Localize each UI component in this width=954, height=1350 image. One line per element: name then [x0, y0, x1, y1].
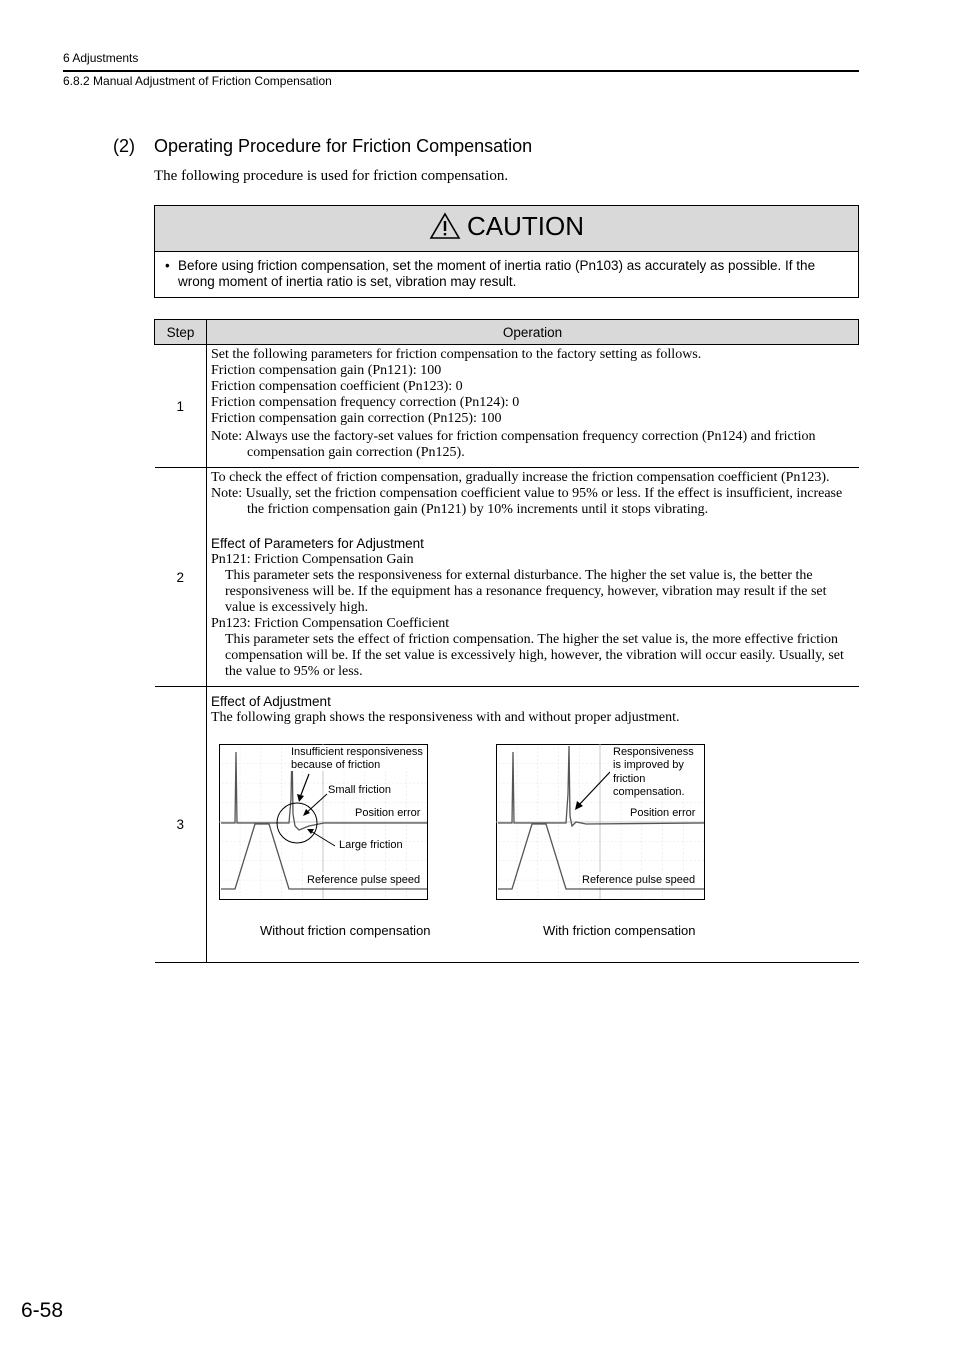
- step1-line: Friction compensation coefficient (Pn123): 0: [211, 379, 463, 394]
- page-number: 6-58: [21, 1299, 64, 1322]
- annotation-position-error: Position error: [355, 807, 421, 819]
- annotation-reference-pulse: Reference pulse speed: [582, 874, 696, 886]
- annotation-compensation: compensation.: [613, 786, 685, 798]
- step1-line: Friction compensation frequency correction (Pn124): 0: [211, 395, 520, 410]
- param-pn121-title: Pn121: Friction Compensation Gain: [211, 552, 414, 567]
- annotation-position-error: Position error: [630, 807, 696, 819]
- annotation-friction: because of friction: [291, 759, 381, 771]
- step2-line: To check the effect of friction compensation, gradually increase the friction compensation coefficient (Pn123).: [211, 470, 830, 485]
- operation-cell: [207, 345, 859, 468]
- annotation-small-friction: Small friction: [328, 784, 391, 796]
- step-number: 2: [155, 468, 207, 687]
- step2-subhead: Effect of Parameters for Adjustment: [211, 536, 424, 551]
- graph-with-compensation: [496, 744, 706, 901]
- step1-line: Set the following parameters for friction compensation to the factory setting as follows.: [211, 347, 702, 362]
- table-header-row: [155, 320, 859, 345]
- step-number: 3: [155, 687, 207, 963]
- caution-box: [154, 205, 859, 298]
- table-row: [155, 468, 859, 687]
- caution-title: [155, 211, 858, 242]
- step1-line: Friction compensation gain correction (Pn125): 100: [211, 411, 502, 426]
- chapter-header: 6 Adjustments: [63, 51, 139, 65]
- table-row: [155, 687, 859, 963]
- annotation-large-friction: Large friction: [339, 839, 403, 851]
- section-heading: [113, 136, 532, 157]
- warning-triangle-icon: [429, 212, 461, 240]
- annotation-insufficient: Insufficient responsiveness: [291, 746, 423, 758]
- annotation-friction: friction: [613, 773, 646, 785]
- step1-note: Note: Always use the factory-set values for friction compensation frequency correction (Pn124) and friction compensation gain correction (Pn125).: [211, 429, 816, 460]
- caution-body: [165, 258, 845, 290]
- graphs-area: [211, 726, 855, 962]
- annotation-responsiveness: Responsiveness: [613, 746, 694, 758]
- param-pn123-desc: This parameter sets the effect of friction compensation. The higher the set value is, the more effective friction compensation will be. If the set value is excessively high, however, the vibration will occur easily. Usually, set the value to 95% or less.: [225, 632, 844, 679]
- step1-line: Friction compensation gain (Pn121): 100: [211, 363, 442, 378]
- step-number: 1: [155, 345, 207, 468]
- caution-text: Before using friction compensation, set the moment of inertia ratio (Pn103) as accurately as possible. If the wrong moment of inertia ratio is set, vibration may result.: [178, 258, 816, 289]
- caution-bullet: •: [165, 258, 170, 273]
- annotation-reference-pulse: Reference pulse speed: [307, 874, 421, 886]
- graph-without-compensation: [219, 744, 429, 901]
- procedure-table: [154, 319, 859, 963]
- column-header-operation: Operation: [207, 320, 859, 345]
- section-heading-number: (2): [113, 136, 135, 156]
- section-header: 6.8.2 Manual Adjustment of Friction Compensation: [63, 74, 332, 88]
- caution-title-text: CAUTION: [467, 211, 584, 241]
- table-row: [155, 345, 859, 468]
- column-header-step: Step: [155, 320, 207, 345]
- param-pn121-desc: This parameter sets the responsiveness for external disturbance. The higher the set value is, the better the responsiveness will be. If the equipment has a resonance frequency, however, vibration may result if the set value is excessively high.: [225, 568, 827, 615]
- header-rule: [63, 70, 859, 72]
- operation-cell: [207, 687, 859, 963]
- step2-note: Note: Usually, set the friction compensation coefficient value to 95% or less. If the effect is insufficient, increase the friction compensation gain (Pn121) by 10% increments until it stops vibrating.: [211, 486, 843, 517]
- step3-subhead: Effect of Adjustment: [211, 694, 331, 709]
- step3-line: The following graph shows the responsiveness with and without proper adjustment.: [211, 710, 680, 725]
- param-pn123-title: Pn123: Friction Compensation Coefficient: [211, 616, 450, 631]
- caution-header: [155, 206, 858, 252]
- section-heading-title: Operating Procedure for Friction Compensation: [154, 136, 533, 156]
- annotation-improved: is improved by: [613, 759, 684, 771]
- caption-with-compensation: With friction compensation: [543, 923, 696, 938]
- intro-text: The following procedure is used for friction compensation.: [154, 168, 509, 184]
- caption-without-compensation: Without friction compensation: [260, 923, 431, 938]
- operation-cell: [207, 468, 859, 687]
